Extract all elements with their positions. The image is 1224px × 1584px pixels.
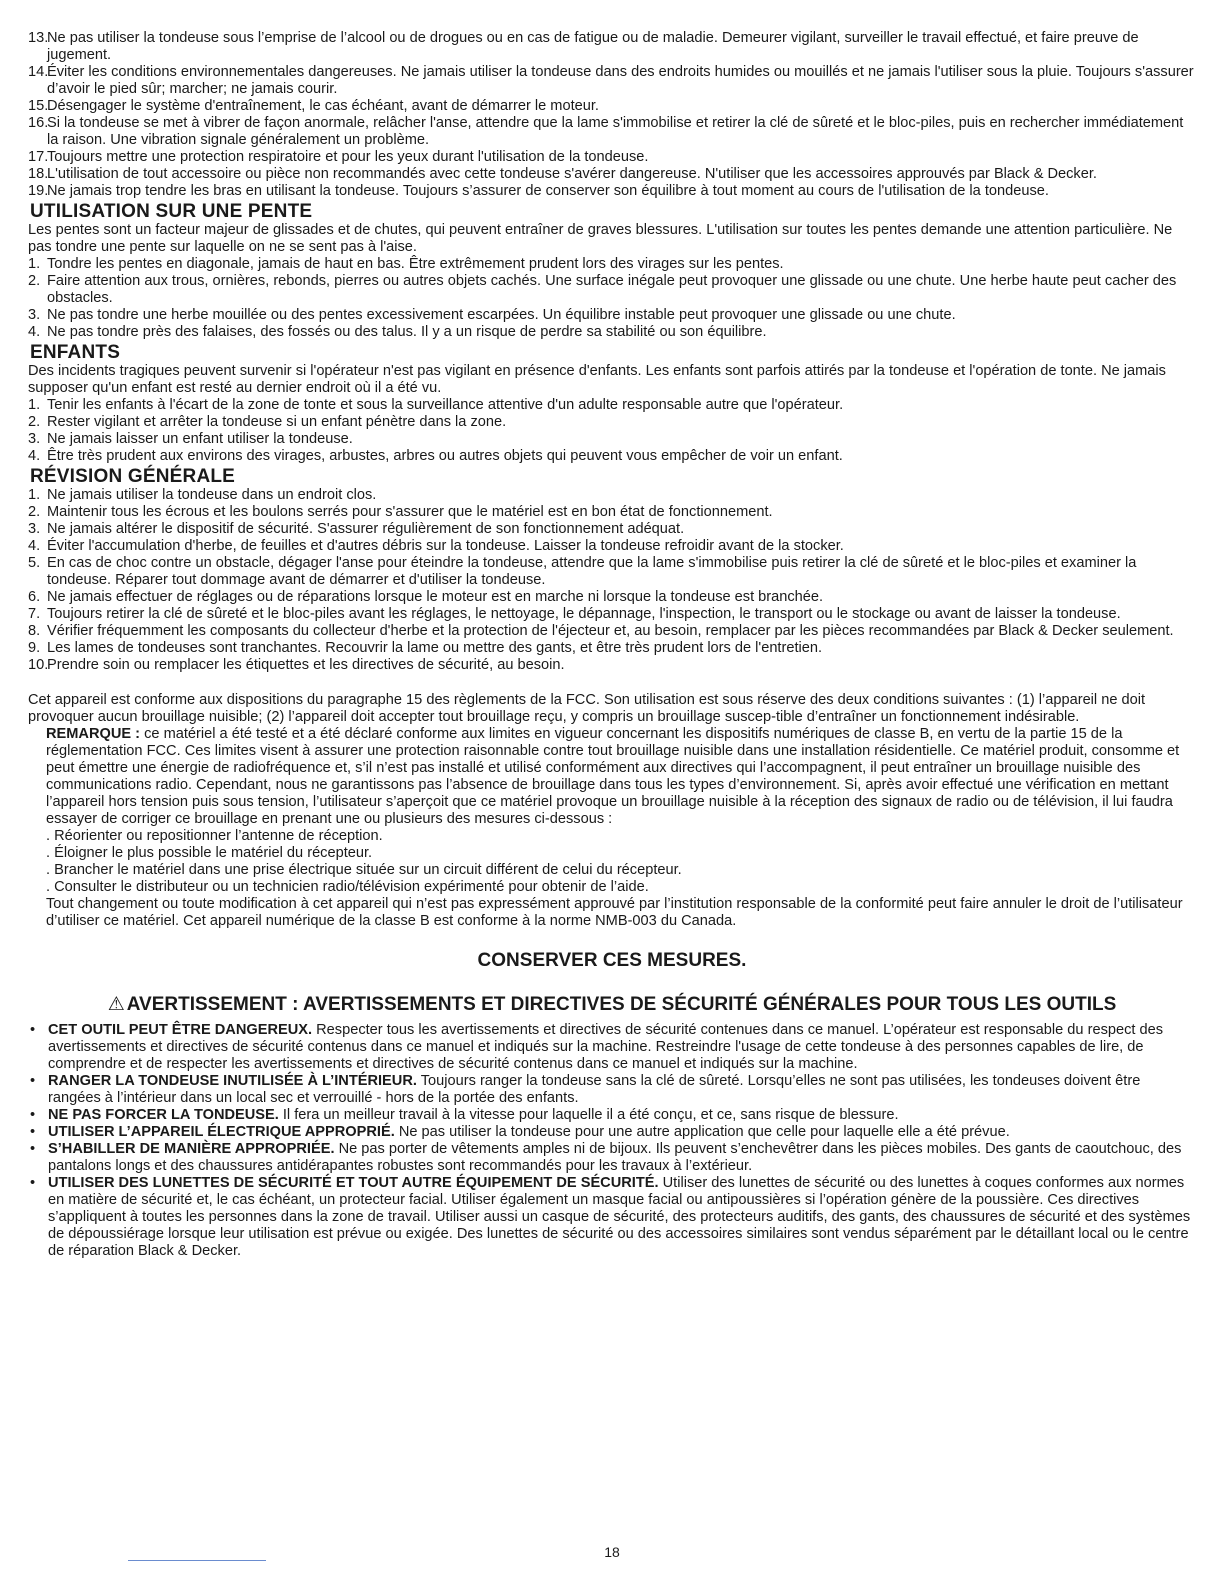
bullet-dot: • bbox=[30, 1022, 36, 1038]
list-item bbox=[28, 555, 1196, 589]
bullet-body: Respecter tous les avertissements et directives de sécurité contenues dans ce manuel. L’opérateur est responsable du respect des avertissements et directives de sécurité contenus dans ce manuel et indiqués sur la machine. Restreindre l'usage de cette tondeuse à des personnes capables de lire, de comprendre et de respecter les avertissements et directives de sécurité contenus dans ce manuel et indiqués sur la machine. bbox=[48, 1022, 1164, 1072]
list-item bbox=[28, 448, 1196, 465]
warning-bullets bbox=[28, 1022, 1196, 1260]
item-number: 2. bbox=[28, 504, 41, 520]
item-number: 4. bbox=[28, 324, 41, 340]
bullet-text bbox=[48, 1175, 1196, 1260]
item-number: 4. bbox=[28, 538, 41, 554]
list-item bbox=[28, 521, 1196, 538]
section-heading-pente: UTILISATION SUR UNE PENTE bbox=[30, 201, 313, 222]
item-number: 1. bbox=[28, 256, 41, 272]
item-number: 7. bbox=[28, 606, 41, 622]
bullet-lead: S’HABILLER DE MANIÈRE APPROPRIÉE. bbox=[48, 1141, 335, 1157]
item-text: Désengager le système d'entraînement, le cas échéant, avant de démarrer le moteur. bbox=[47, 98, 599, 114]
list-item bbox=[28, 431, 1196, 448]
fcc-remark bbox=[28, 726, 1196, 828]
bullet-lead: RANGER LA TONDEUSE INUTILISÉE À L’INTÉRIEUR. bbox=[48, 1073, 417, 1089]
remark-text: ce matériel a été testé et a été déclaré conforme aux limites en vigueur concernant les dispositifs numériques de classe B, en vertu de la partie 15 de la réglementation FCC. Ces limites visent à assurer une protection raisonnable contre tout brouillage nuisible dans une installation résidentielle. Ce matériel produit, consomme et peut émettre une énergie de radiofréquence et, s’il n’est pas installé et utilisé conformément aux directives qui l’accompagnent, il peut entraîner un brouillage nuisible des communications radio. Cependant, nous ne garantissons pas l’absence de brouillage dans tous les types d’environnement. Si, après avoir effectué une vérification en mettant l’appareil hors tension puis sous tension, l’utilisateur s’aperçoit que ce matériel provoque un brouillage nuisible à la réception des signaux de radio ou de télévision, il lui faudra essayer de corriger ce brouillage en prenant une ou plusieurs des mesures ci-dessous : bbox=[46, 726, 1180, 827]
conserver-heading: CONSERVER CES MESURES. bbox=[477, 950, 747, 971]
bullet-lead: NE PAS FORCER LA TONDEUSE. bbox=[48, 1107, 279, 1123]
item-number: 14. bbox=[28, 64, 49, 80]
item-text: Toujours retirer la clé de sûreté et le bloc-piles avant les réglages, le nettoyage, le dépannage, l'inspection, le transport ou le stockage ou avant de laisser la tondeuse. bbox=[47, 606, 1121, 622]
list-item bbox=[28, 30, 1196, 64]
section-intro: Les pentes sont un facteur majeur de glissades et de chutes, qui peuvent entraîner de graves blessures. L'utilisation sur toutes les pentes demande une attention particulière. Ne pas tondre une pente sur laquelle on ne se sent pas à l'aise. bbox=[28, 222, 1173, 255]
item-text: En cas de choc contre un obstacle, dégager l'anse pour éteindre la tondeuse, attendre que la lame s'immobilise puis retirer la clé de sûreté et le bloc-piles et examiner la tondeuse. Réparer tout dommage avant de démarrer et d'utiliser la tondeuse. bbox=[47, 555, 1137, 588]
bullet-body: Ne pas porter de vêtements amples ni de bijoux. Ils peuvent s’enchevêtrer dans les pièces mobiles. Des gants de caoutchouc, des pantalons longs et des chaussures antidérapantes robustes sont recommandés pour les travaux à l’extérieur. bbox=[48, 1141, 1182, 1174]
item-number: 10. bbox=[28, 657, 49, 673]
fcc-intro: Cet appareil est conforme aux dispositions du paragraphe 15 des règlements de la FCC. Son utilisation est sous réserve des deux conditions suivantes : (1) l’appareil ne doit provoquer aucun brouillage nuisible; (2) l’appareil doit accepter tout brouillage reçu, y compris un brouillage suscep-tible d’entraîner un fonctionnement indésirable. bbox=[28, 692, 1146, 725]
fcc-notice bbox=[28, 692, 1196, 930]
item-text: Ne jamais effectuer de réglages ou de réparations lorsque le moteur est en marche ni lorsque la tondeuse est branchée. bbox=[47, 589, 824, 605]
item-number: 15. bbox=[28, 98, 49, 114]
item-text: Prendre soin ou remplacer les étiquettes et les directives de sécurité, au besoin. bbox=[47, 657, 565, 673]
fcc-measure: . Consulter le distributeur ou un technicien radio/télévision expérimenté pour obtenir de l’aide. bbox=[46, 879, 649, 895]
warning-heading bbox=[28, 994, 1196, 1016]
bullet-text bbox=[48, 1141, 1196, 1175]
list-item bbox=[28, 307, 1196, 324]
bullet-item bbox=[28, 1107, 1196, 1124]
list-item bbox=[28, 166, 1196, 183]
item-number: 3. bbox=[28, 431, 41, 447]
item-number: 3. bbox=[28, 521, 41, 537]
item-text: Éviter les conditions environnementales dangereuses. Ne jamais utiliser la tondeuse dans des endroits humides ou mouillés et ne jamais l'utiliser sous la pluie. Toujours s'assurer d’avoir le pied sûr; marcher; ne jamais courir. bbox=[47, 64, 1194, 97]
bullet-item bbox=[28, 1073, 1196, 1107]
fcc-measure: . Éloigner le plus possible le matériel du récepteur. bbox=[46, 845, 373, 861]
section-heading-enfants: ENFANTS bbox=[30, 342, 121, 363]
bullet-item bbox=[28, 1124, 1196, 1141]
bullet-dot: • bbox=[30, 1107, 36, 1123]
bullet-body: Ne pas utiliser la tondeuse pour une autre application que celle pour laquelle elle a été prévue. bbox=[394, 1124, 1010, 1140]
item-text: Tenir les enfants à l'écart de la zone de tonte et sous la surveillance attentive d'un adulte responsable autre que l'opérateur. bbox=[47, 397, 844, 413]
bullet-text bbox=[48, 1107, 1196, 1124]
warning-triangle-icon: ⚠ bbox=[107, 994, 125, 1015]
bullet-lead: CET OUTIL PEUT ÊTRE DANGEREUX. bbox=[48, 1022, 313, 1038]
bullet-text bbox=[48, 1073, 1196, 1107]
bullet-text bbox=[48, 1022, 1196, 1073]
footer-rule bbox=[128, 1560, 266, 1561]
item-text: Tondre les pentes en diagonale, jamais de haut en bas. Être extrêmement prudent lors des virages sur les pentes. bbox=[47, 256, 784, 272]
item-number: 8. bbox=[28, 623, 41, 639]
item-number: 2. bbox=[28, 273, 41, 289]
list-item bbox=[28, 414, 1196, 431]
item-number: 2. bbox=[28, 414, 41, 430]
list-item bbox=[28, 98, 1196, 115]
item-text: Ne pas utiliser la tondeuse sous l’emprise de l’alcool ou de drogues ou en cas de fatigue ou de maladie. Demeurer vigilant, surveiller le travail effectué, et faire preuve de jugement. bbox=[47, 30, 1139, 63]
list-item bbox=[28, 397, 1196, 414]
bullet-text bbox=[48, 1124, 1196, 1141]
list-item bbox=[28, 504, 1196, 521]
list-item bbox=[28, 589, 1196, 606]
list-top bbox=[28, 30, 1196, 200]
item-text: Vérifier fréquemment les composants du collecteur d'herbe et la protection de l'éjecteur et, au besoin, remplacer par les pièces recommandées par Black & Decker seulement. bbox=[47, 623, 1174, 639]
item-text: L'utilisation de tout accessoire ou pièce non recommandés avec cette tondeuse s'avérer dangereuse. N'utiliser que les accessoires approuvés par Black & Decker. bbox=[47, 166, 1097, 182]
bullet-body: Utiliser des lunettes de sécurité ou des lunettes à coques conformes aux normes en matière de sécurité et, le cas échéant, un protecteur facial. Utiliser également un masque facial ou antipoussières si l’opération génère de la poussière. Ces directives s’appliquent à toutes les personnes dans la zone de travail. Utiliser aussi un casque de sécurité, des protecteurs auditifs, des gants, des chaussures de sécurité et des systèmes de dépoussiérage lorsque leur utilisation est prévue ou exigée. Des lunettes de sécurité ou des accessoires similaires sont vendus séparément par le détaillant local ou le centre de réparation Black & Decker. bbox=[48, 1175, 1191, 1259]
list-item bbox=[28, 623, 1196, 640]
item-text: Ne pas tondre près des falaises, des fossés ou des talus. Il y a un risque de perdre sa stabilité ou son équilibre. bbox=[47, 324, 767, 340]
list-item bbox=[28, 64, 1196, 98]
item-text: Ne jamais utiliser la tondeuse dans un endroit clos. bbox=[47, 487, 377, 503]
item-text: Maintenir tous les écrous et les boulons serrés pour s'assurer que le matériel est en bon état de fonctionnement. bbox=[47, 504, 773, 520]
warning-heading-text: AVERTISSEMENT : AVERTISSEMENTS ET DIRECTIVES DE SÉCURITÉ GÉNÉRALES POUR TOUS LES OUTILS bbox=[126, 994, 1117, 1015]
item-number: 16. bbox=[28, 115, 49, 131]
item-text: Les lames de tondeuses sont tranchantes. Recouvrir la lame ou mettre des gants, et être très prudent lors de l'entretien. bbox=[47, 640, 823, 656]
item-text: Rester vigilant et arrêter la tondeuse si un enfant pénètre dans la zone. bbox=[47, 414, 507, 430]
item-text: Toujours mettre une protection respiratoire et pour les yeux durant l'utilisation de la tondeuse. bbox=[47, 149, 649, 165]
item-number: 3. bbox=[28, 307, 41, 323]
bullet-dot: • bbox=[30, 1124, 36, 1140]
item-text: Ne jamais laisser un enfant utiliser la tondeuse. bbox=[47, 431, 353, 447]
bullet-dot: • bbox=[30, 1175, 36, 1191]
item-text: Faire attention aux trous, ornières, rebonds, pierres ou autres objets cachés. Une surface inégale peut provoquer une glissade ou une chute. Une herbe haute peut cacher des obstacles. bbox=[47, 273, 1177, 306]
bullet-item bbox=[28, 1175, 1196, 1260]
list-item bbox=[28, 256, 1196, 273]
list-item bbox=[28, 487, 1196, 504]
list-item bbox=[28, 657, 1196, 674]
list-item bbox=[28, 606, 1196, 623]
item-text: Ne pas tondre une herbe mouillée ou des pentes excessivement escarpées. Un équilibre instable peut provoquer une glissade ou une chute. bbox=[47, 307, 956, 323]
item-text: Éviter l'accumulation d'herbe, de feuilles et d'autres débris sur la tondeuse. Laisser la tondeuse refroidir avant de la stocker. bbox=[47, 538, 844, 554]
bullet-dot: • bbox=[30, 1141, 36, 1157]
item-number: 4. bbox=[28, 448, 41, 464]
section-intro: Des incidents tragiques peuvent survenir si l'opérateur n'est pas vigilant en présence d'enfants. Les enfants sont parfois attirés par la tondeuse et l'opération de tonte. Ne jamais supposer qu'un enfant est resté au dernier endroit où il a été vu. bbox=[28, 363, 1166, 396]
fcc-measure: . Brancher le matériel dans une prise électrique située sur un circuit différent de celui du récepteur. bbox=[46, 862, 682, 878]
list-item bbox=[28, 273, 1196, 307]
fcc-measure: . Réorienter ou repositionner l’antenne de réception. bbox=[46, 828, 383, 844]
bullet-item bbox=[28, 1022, 1196, 1073]
item-number: 6. bbox=[28, 589, 41, 605]
list-item bbox=[28, 538, 1196, 555]
item-text: Si la tondeuse se met à vibrer de façon anormale, relâcher l'anse, attendre que la lame s'immobilise et retirer la clé de sûreté et le bloc-piles, puis en rechercher immédiatement la raison. Une vibration signale généralement un problème. bbox=[47, 115, 1184, 148]
bullet-lead: UTILISER DES LUNETTES DE SÉCURITÉ ET TOUT AUTRE ÉQUIPEMENT DE SÉCURITÉ. bbox=[48, 1175, 659, 1191]
item-text: Ne jamais altérer le dispositif de sécurité. S'assurer régulièrement de son fonctionnement adéquat. bbox=[47, 521, 685, 537]
item-text: Ne jamais trop tendre les bras en utilisant la tondeuse. Toujours s’assurer de conserver son équilibre à tout moment au cours de l'utilisation de la tondeuse. bbox=[47, 183, 1049, 199]
bullet-body: Il fera un meilleur travail à la vitesse pour laquelle il a été conçu, et ce, sans risque de blessure. bbox=[278, 1107, 899, 1123]
section-heading-revision: RÉVISION GÉNÉRALE bbox=[30, 466, 236, 487]
remark-label: REMARQUE : bbox=[46, 726, 141, 742]
bullet-item bbox=[28, 1141, 1196, 1175]
list-item bbox=[28, 640, 1196, 657]
page-number: 18 bbox=[604, 1544, 620, 1560]
item-number: 13. bbox=[28, 30, 49, 46]
list-item bbox=[28, 183, 1196, 200]
document-page bbox=[28, 30, 1196, 1260]
item-number: 1. bbox=[28, 397, 41, 413]
list-item bbox=[28, 149, 1196, 166]
bullet-lead: UTILISER L’APPAREIL ÉLECTRIQUE APPROPRIÉ. bbox=[48, 1124, 395, 1140]
bullet-body: Toujours ranger la tondeuse sans la clé de sûreté. Lorsqu’elles ne sont pas utilisées, les tondeuses doivent être rangées à l’intérieur dans un local sec et verrouillé - hors de la portée des enfants. bbox=[48, 1073, 1141, 1106]
item-number: 18. bbox=[28, 166, 49, 182]
fcc-closing: Tout changement ou toute modification à cet appareil qui n’est pas expressément approuvé par l’institution responsable de la conformité peut faire annuler le droit de l’utilisateur d’utiliser ce matériel. Cet appareil numérique de la classe B est conforme à la norme NMB-003 du Canada. bbox=[46, 896, 1183, 929]
item-number: 5. bbox=[28, 555, 41, 571]
list-item bbox=[28, 115, 1196, 149]
item-text: Être très prudent aux environs des virages, arbustes, arbres ou autres objets qui peuvent vous empêcher de voir un enfant. bbox=[47, 448, 843, 464]
item-number: 17. bbox=[28, 149, 49, 165]
bullet-dot: • bbox=[30, 1073, 36, 1089]
list-item bbox=[28, 324, 1196, 341]
item-number: 1. bbox=[28, 487, 41, 503]
item-number: 19. bbox=[28, 183, 49, 199]
item-number: 9. bbox=[28, 640, 41, 656]
